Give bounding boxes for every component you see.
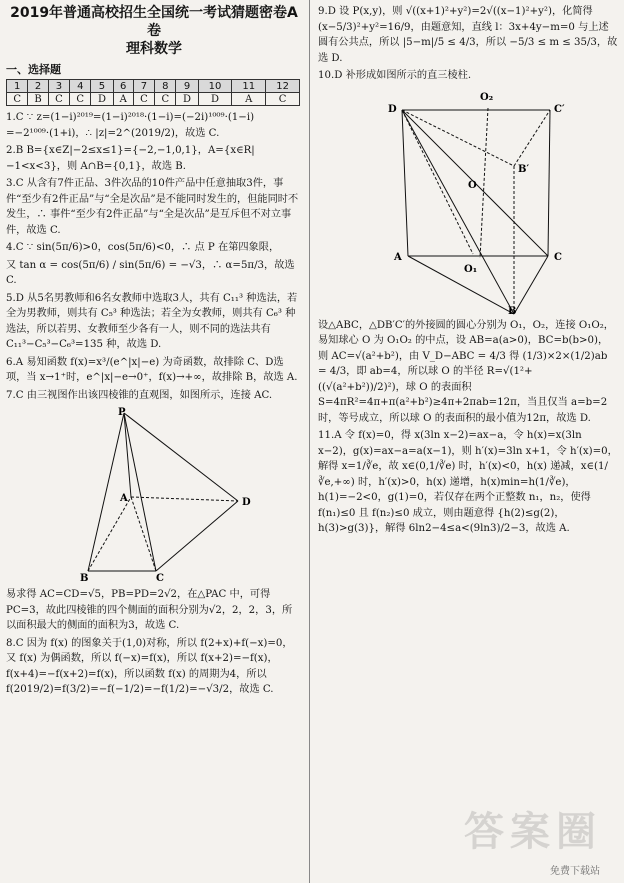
answer-number: 1 (7, 80, 28, 93)
solution-2: 2.B B={x∈Z|−2≤x≤1}={−2,−1,0,1}，A={x∈R|−1<x<3}，则 A∩B={0,1}，故选 B. (6, 145, 255, 172)
solution-7-cont: 易求得 AC=CD=√5，PB=PD=2√2，在△PAC 中，可得 PC=3，故此四棱锥的四个侧面的面积分别为√2，2，2，3，所以面积最大的侧面的面积为3，故选 C. (6, 589, 293, 631)
answer-cell: C (7, 93, 28, 106)
answer-cell: A (232, 93, 266, 106)
solution-1: 1.C ∵ z=(1−i)²⁰¹⁹=(1−i)²⁰¹⁸·(1−i)=(−2i)¹⁰⁰⁹·(1−i) =−2¹⁰⁰⁹·(1+i)，∴ |z|=2^(2019/2)，故选 C. (6, 112, 255, 139)
label-P: P (118, 407, 126, 418)
label-D: D (242, 497, 251, 508)
solution-7: 7.C 由三视图作出该四棱锥的直观图，如图所示，连接 AC. (6, 389, 273, 401)
answer-number: 11 (232, 80, 266, 93)
solution-10: 10.D 补形成如图所示的直三棱柱. (318, 70, 472, 81)
page-subtitle: 理科数学 (126, 41, 182, 57)
answer-cell: C (266, 93, 300, 106)
answer-table (6, 79, 300, 106)
label-O1: O₁ (464, 263, 478, 275)
answer-number: 9 (176, 80, 198, 93)
label-C: C (554, 251, 562, 263)
watermark-caption: 免费下载站 (550, 866, 600, 877)
answer-number: 5 (91, 80, 113, 93)
answer-cell: C (70, 93, 91, 106)
page-title: 2019年普通高校招生全国统一考试猜题密卷A卷 (10, 5, 298, 39)
answer-cell: C (155, 93, 176, 106)
solution-4-part1: 4.C ∵ sin(5π/6)>0，cos(5π/6)<0，∴ 点 P 在第四象限， (6, 242, 280, 253)
answer-cell: D (91, 93, 113, 106)
solution-4-part2: 又 tan α = cos(5π/6) / sin(5π/6) = −√3，∴ α=5π/3，故选 C. (6, 259, 295, 286)
label-B: B (508, 305, 517, 316)
pyramid-figure (6, 405, 302, 585)
answer-cell: C (48, 93, 69, 106)
solution-5: 5.D 从5名男教师和6名女教师中选取3人，共有 C₁₁³ 种选法，若全为男教师，则共有 C₅³ 种选法；若全为女教师，则共有 C₆³ 种选法，所以若男、女教师至少各有一人，则不同的选法共有 C₁₁³−C₅³−C₆³=135 种，故选 D. (6, 292, 298, 350)
label-B: B (80, 573, 89, 584)
column-divider (309, 0, 310, 883)
solution-3: 3.C 从含有7件正品、3件次品的10件产品中任意抽取3件，事件“至少有2件正品”与“全是次品”是不能同时发生的，但能同时不发生，∴ 事件“至少有2件正品”与“全是次品”是互斥但不对立事件，故选 C. (6, 178, 299, 236)
answer-number: 2 (28, 80, 49, 93)
answer-number: 7 (133, 80, 154, 93)
answer-cell: C (133, 93, 154, 106)
answer-number: 4 (70, 80, 91, 93)
answer-number: 6 (113, 80, 133, 93)
label-D: D (388, 103, 397, 115)
label-B-prime: B′ (518, 163, 530, 175)
label-O2: O₂ (480, 91, 494, 103)
answer-cell: B (28, 93, 49, 106)
solution-11: 11.A 令 f(x)=0，得 x(3ln x−2)=ax−a，令 h(x)=x(3ln x−2)，g(x)=ax−a=a(x−1)，则 h′(x)=3ln x+1，令 h′(x)=0，解得 x=1/∛e，故 x∈(0,1/∛e) 时，h′(x)<0，h(x) 递减，x∈(1/∛e,+∞) 时，h′(x)>0，h(x) 递增，h(x)min=h(1/∛e)，h(1)=−2<0，g(1)=0，若仅存在两个正整数 n₁，n₂，使得 f(n₁)≤0 且 f(n₂)≤0 成立，则由题意得 {h(2)≤g(2)，h(3)>g(3)}，解得 6ln2−4≤a<(9ln3)/2−3，故选 A. (318, 430, 618, 534)
label-A: A (394, 251, 402, 263)
answer-number: 10 (198, 80, 232, 93)
left-column (6, 4, 302, 700)
answer-cell: D (176, 93, 198, 106)
solution-10-cont: 设△ABC，△DB′C′的外接圆的圆心分别为 O₁，O₂，连接 O₁O₂，易知球心 O 为 O₁O₂ 的中点，设 AB=a(a>0)，BC=b(b>0)，则 AC=√(a²+b²)，由 V_D−ABC = 4/3 得 (1/3)×2×(1/2)ab = 4/3，即 ab=4，所以球 O 的半径 R=√(1²+((√(a²+b²))/2)²)，球 O 的表面积 S=4πR²=4π+π(a²+b²)≥4π+2πab=12π，当且仅当 a=b=2 时，等号成立，所以球 O 的表面积的最小值为12π，故选 D. (318, 319, 614, 424)
label-A: A (120, 493, 128, 504)
answer-number: 12 (266, 80, 300, 93)
answer-cell: D (198, 93, 232, 106)
prism-figure (318, 86, 618, 316)
right-column (318, 4, 618, 539)
answer-number: 3 (48, 80, 69, 93)
answer-table-answers (7, 93, 300, 106)
section-heading: 一、选择题 (6, 63, 61, 76)
answer-number: 8 (155, 80, 176, 93)
solution-8: 8.C 因为 f(x) 的图象关于(1,0)对称，所以 f(2+x)+f(−x)=0，又 f(x) 为偶函数，所以 f(−x)=f(x)，所以 f(x+2)=−f(x)，f(x+4)=−f(x+2)=f(x)，所以函数 f(x) 的周期为4，所以 f(2019/2)=f(3/2)=−f(−1/2)=−f(1/2)=−√3/2，故选 C. (6, 637, 293, 695)
label-C: C (156, 573, 164, 584)
solution-6: 6.A 易知函数 f(x)=x³/(e^|x|−e) 为奇函数，故排除 C、D选项，当 x→1⁺时，e^|x|−e→0⁺，f(x)→+∞，故排除 B，故选 A. (6, 356, 298, 383)
watermark-logo: 答案圈 (464, 809, 602, 855)
label-O: O (468, 179, 477, 191)
solution-9: 9.D 设 P(x,y)，则 √((x+1)²+y²)=2√((x−1)²+y²)，化简得 (x−5/3)²+y²=16/9，由题意知，直线 l：3x+4y−m=0 与上述圆有公共点，所以 |5−m|/5 ≤ 4/3，所以 −5/3 ≤ m ≤ 35/3，故选 D. (318, 6, 618, 64)
answer-table-numbers (7, 80, 300, 93)
answer-cell: A (113, 93, 133, 106)
label-C-prime: C′ (554, 103, 565, 115)
